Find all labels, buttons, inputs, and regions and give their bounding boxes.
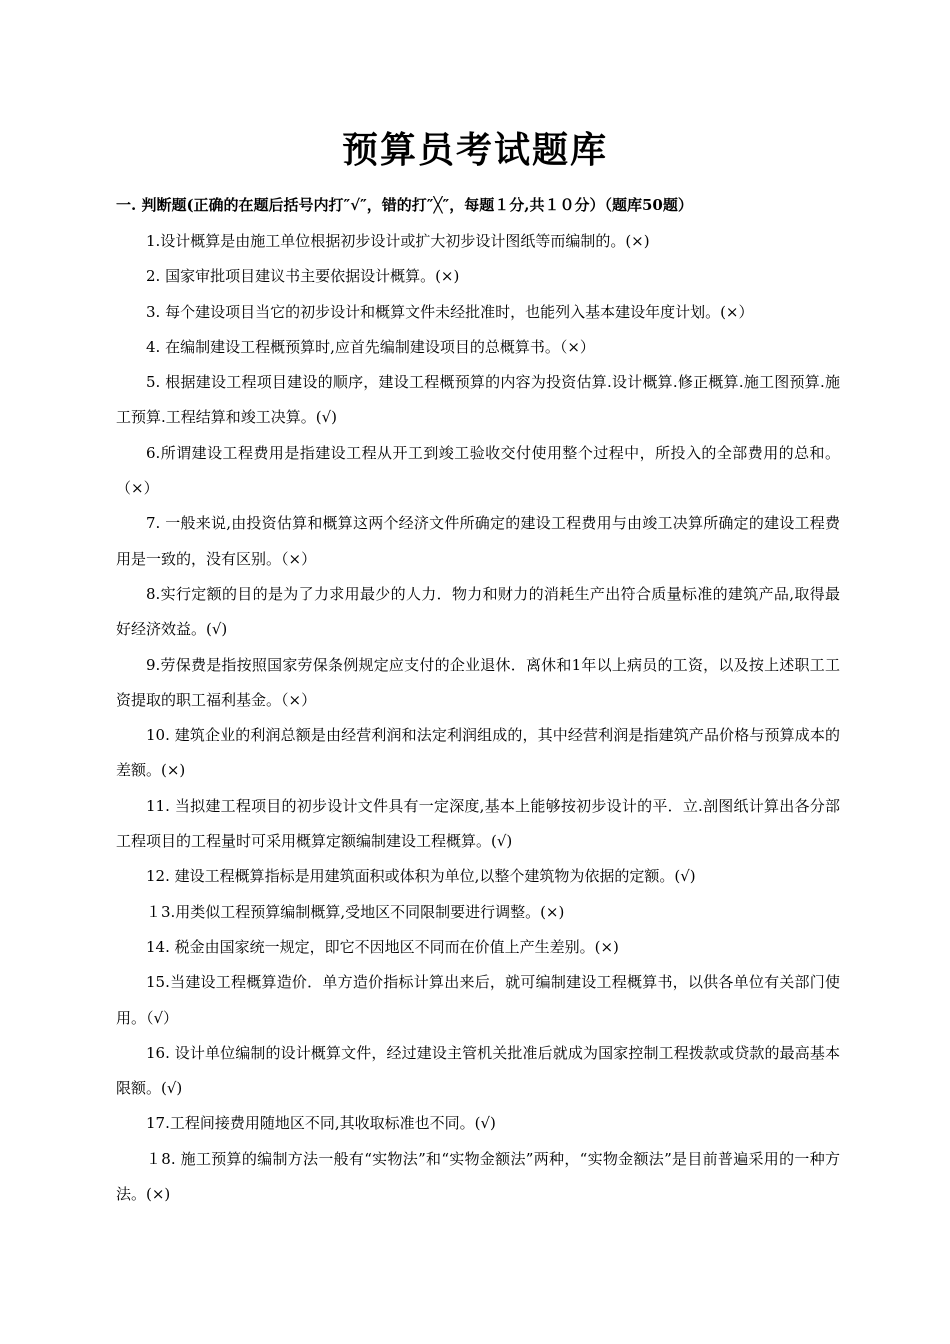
question-item: 1.设计概算是由施工单位根据初步设计或扩大初步设计图纸等而编制的。(×) — [146, 232, 650, 250]
question-item: 4. 在编制建设工程概预算时,应首先编制建设项目的总概算书。（×） — [146, 337, 595, 356]
question-item: 7. 一般来说,由投资估算和概算这两个经济文件所确定的建设工程费用与由竣工决算所确定的建设工程费用是一致的，没有区别。（×） — [116, 514, 840, 568]
section-heading: 一. 判断题(正确的在题后括号内打″√″，错的打″╳″，每题１分,共１０分）（题库50题） — [116, 196, 693, 214]
question-item: 6.所谓建设工程费用是指建设工程从开工到竣工验收交付使用整个过程中，所投入的全部费用的总和。（×） — [116, 443, 840, 498]
question-item: 16. 设计单位编制的设计概算文件，经过建设主管机关批准后就成为国家控制工程拨款或贷款的最高基本限额。(√) — [116, 1043, 840, 1098]
question-item: 3. 每个建设项目当它的初步设计和概算文件未经批准时，也能列入基本建设年度计划。(×） — [146, 302, 754, 321]
question-item: １8. 施工预算的编制方法一般有“实物法”和“实物金额法”两种，“实物金额法”是目前普遍采用的一种方法。(×) — [116, 1149, 840, 1204]
question-list — [116, 224, 840, 1212]
question-item: 8.实行定额的目的是为了力求用最少的人力．物力和财力的消耗生产出符合质量标准的建筑产品,取得最好经济效益。(√) — [116, 584, 840, 639]
question-item: 5. 根据建设工程项目建设的顺序，建设工程概预算的内容为投资估算.设计概算.修正概算.施工图预算.施工预算.工程结算和竣工决算。(√) — [116, 373, 840, 427]
question-item: 15.当建设工程概算造价．单方造价指标计算出来后，就可编制建设工程概算书，以供各单位有关部门使用。（√） — [116, 973, 840, 1027]
question-item: 2. 国家审批项目建议书主要依据设计概算。(×) — [146, 267, 460, 286]
document-title: 预算员考试题库 — [341, 129, 608, 171]
question-item: 14. 税金由国家统一规定，即它不因地区不同而在价值上产生差别。(×) — [146, 937, 619, 956]
question-item: １3.用类似工程预算编制概算,受地区不同限制要进行调整。(×) — [146, 902, 565, 921]
question-item: 17.工程间接费用随地区不同,其收取标准也不同。(√) — [146, 1114, 496, 1133]
question-item: 10. 建筑企业的利润总额是由经营利润和法定利润组成的，其中经营利润是指建筑产品价格与预算成本的差额。(×) — [116, 726, 840, 780]
question-item: 9.劳保费是指按照国家劳保条例规定应支付的企业退休．离休和1年以上病员的工资，以及按上述职工工资提取的职工福利基金。（×） — [116, 655, 840, 709]
question-item: 11. 当拟建工程项目的初步设计文件具有一定深度,基本上能够按初步设计的平．立.剖图纸计算出各分部工程项目的工程量时可采用概算定额编制建设工程概算。(√) — [116, 796, 840, 851]
question-item: 12. 建设工程概算指标是用建筑面积或体积为单位,以整个建筑物为依据的定额。(√) — [146, 867, 696, 886]
